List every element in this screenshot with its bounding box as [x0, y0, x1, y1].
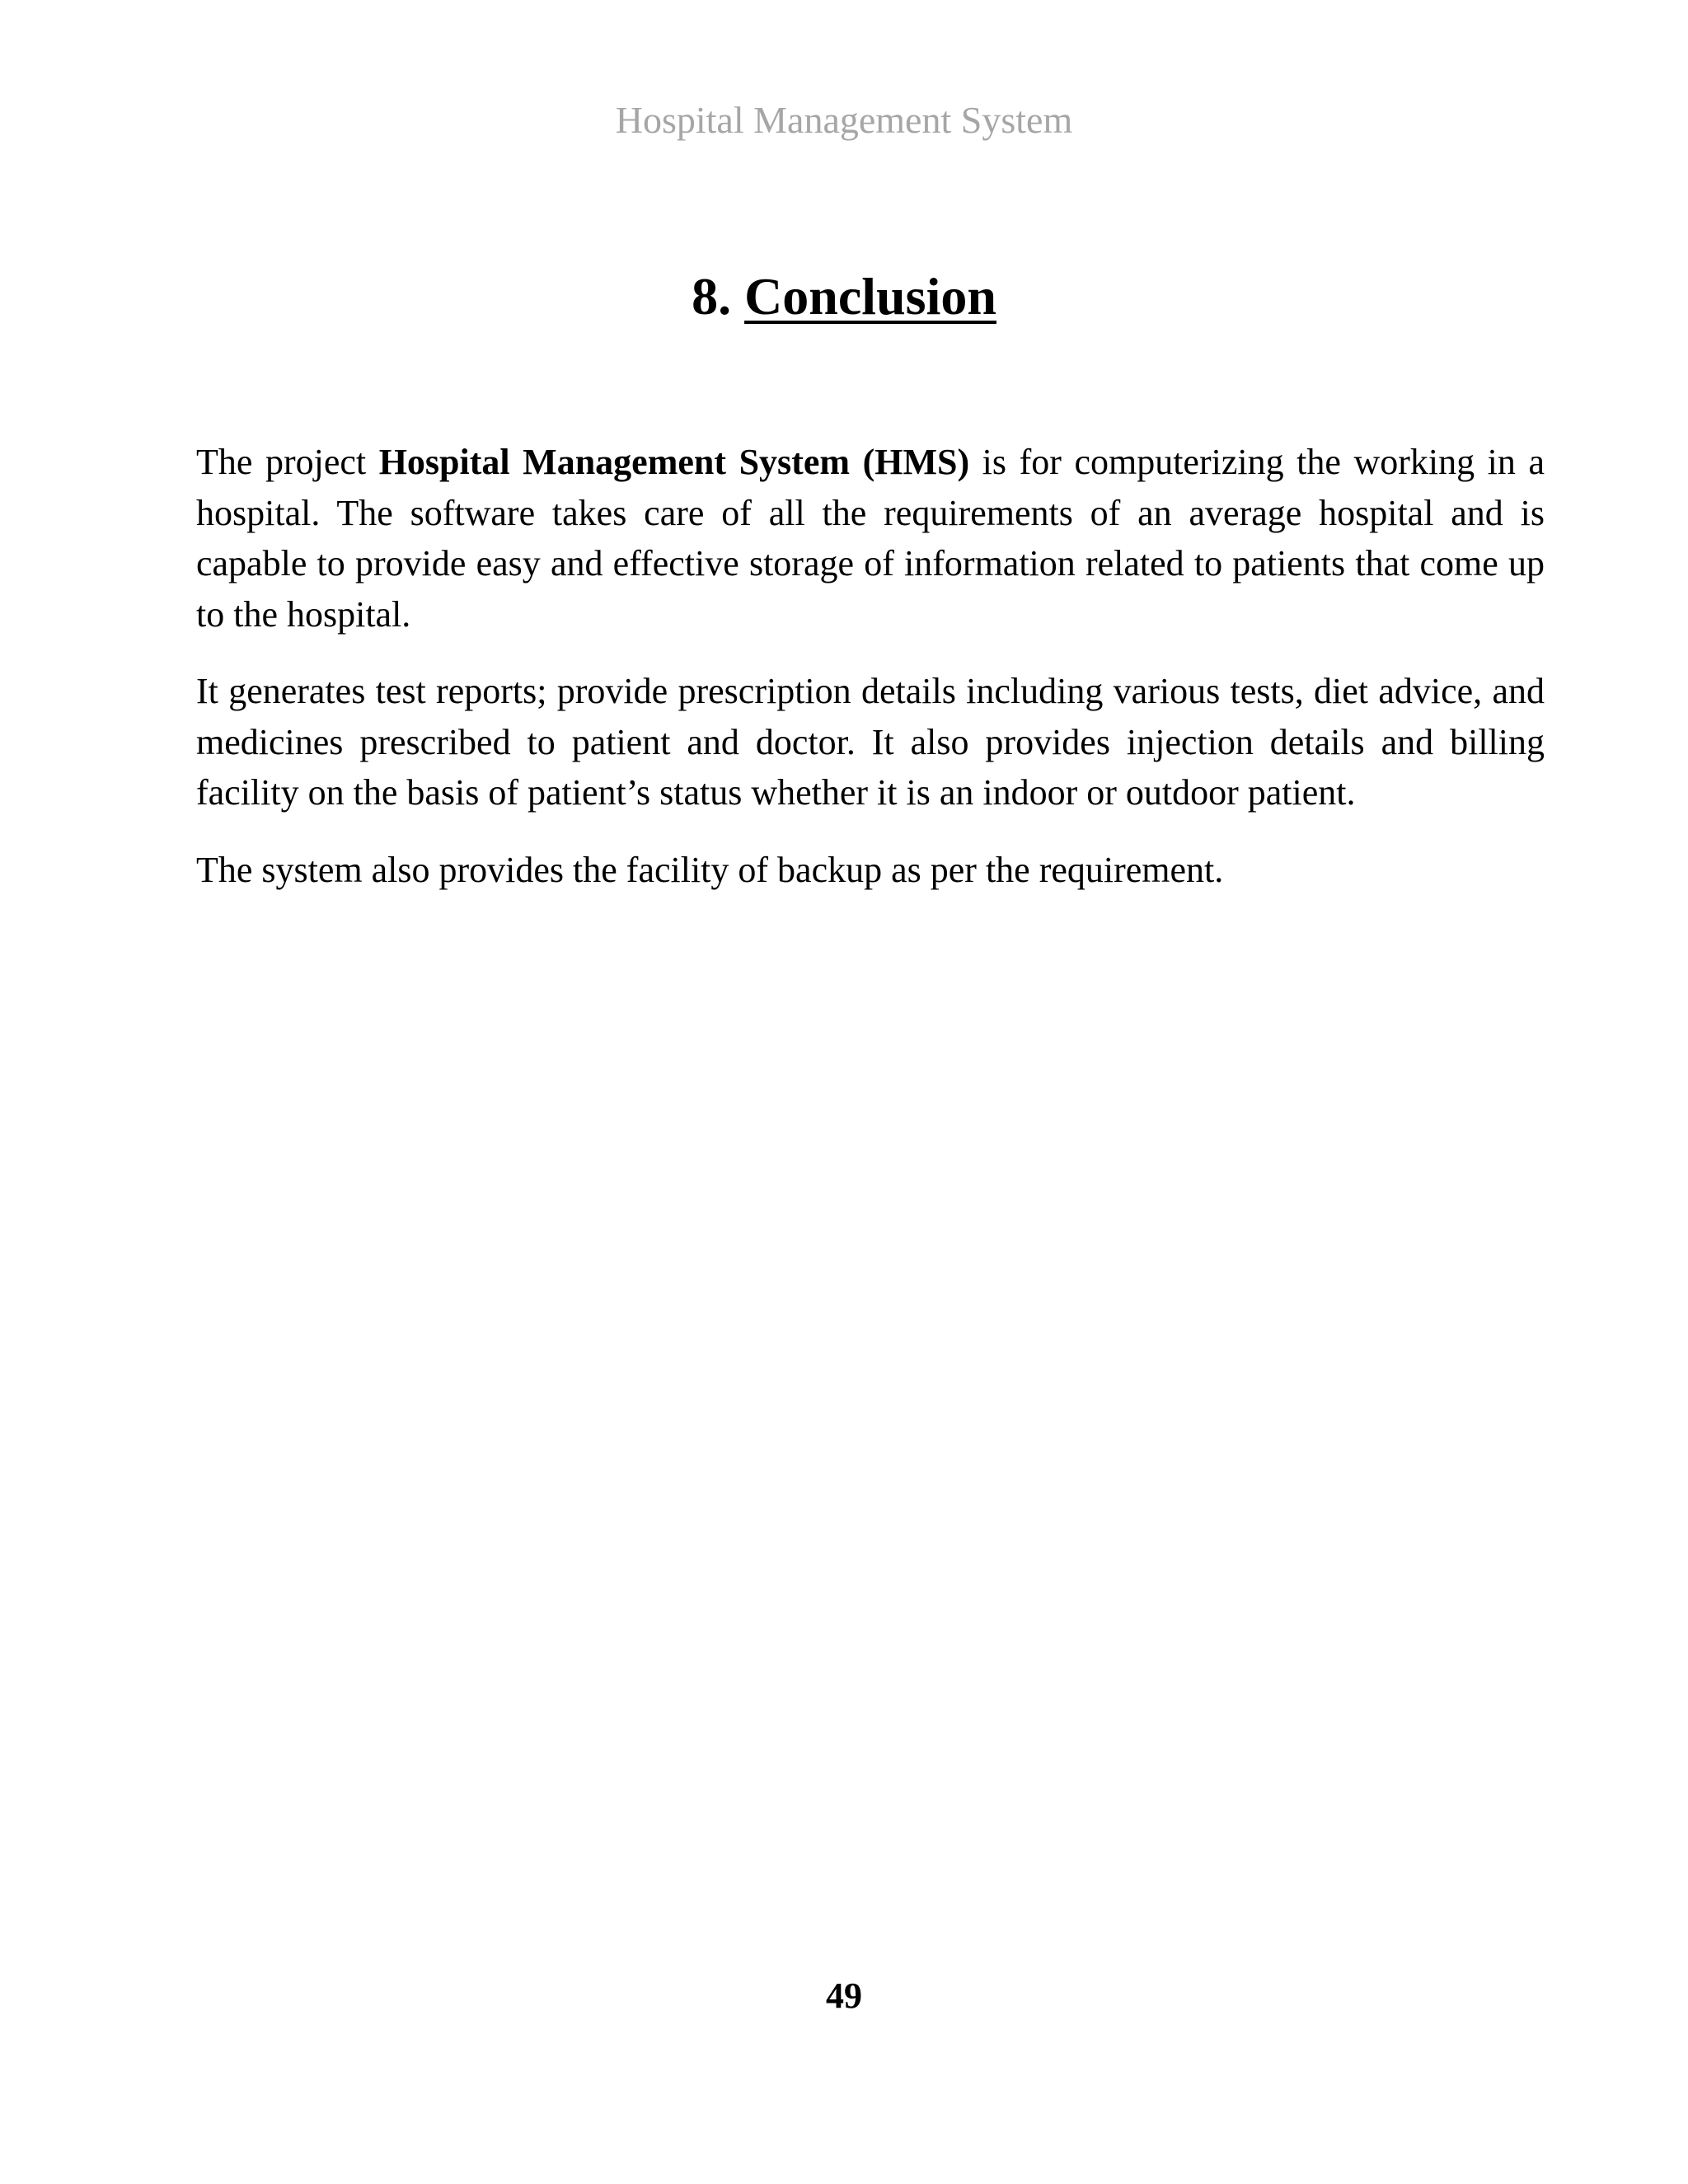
paragraph-1-bold-term: Hospital Management System (HMS) — [378, 442, 970, 482]
paragraph-1-lead: The project — [196, 442, 379, 482]
paragraph-1 — [196, 437, 1545, 640]
section-title: Conclusion — [744, 267, 996, 326]
paragraph-3: The system also provides the facility of backup as per the requirement. — [196, 849, 1224, 890]
running-header: Hospital Management System — [615, 99, 1073, 141]
body-text — [196, 437, 1545, 921]
page-number: 49 — [826, 1975, 862, 2016]
paragraph-2: It generates test reports; provide prescription details including various tests, diet advice, and medicines prescribed to patient and doctor. It also provides injection details and billing facility on the basis of patient’s status whether it is an indoor or outdoor patient. — [196, 671, 1545, 813]
section-heading — [0, 265, 1688, 329]
paragraph-1-rest: is for computerizing the working in a hospital. The software takes care of all the requirements of an average hospital and is capable to provide easy and effective storage of information related to patients that come up to the hospital. — [196, 442, 1545, 635]
section-number: 8. — [692, 267, 732, 326]
